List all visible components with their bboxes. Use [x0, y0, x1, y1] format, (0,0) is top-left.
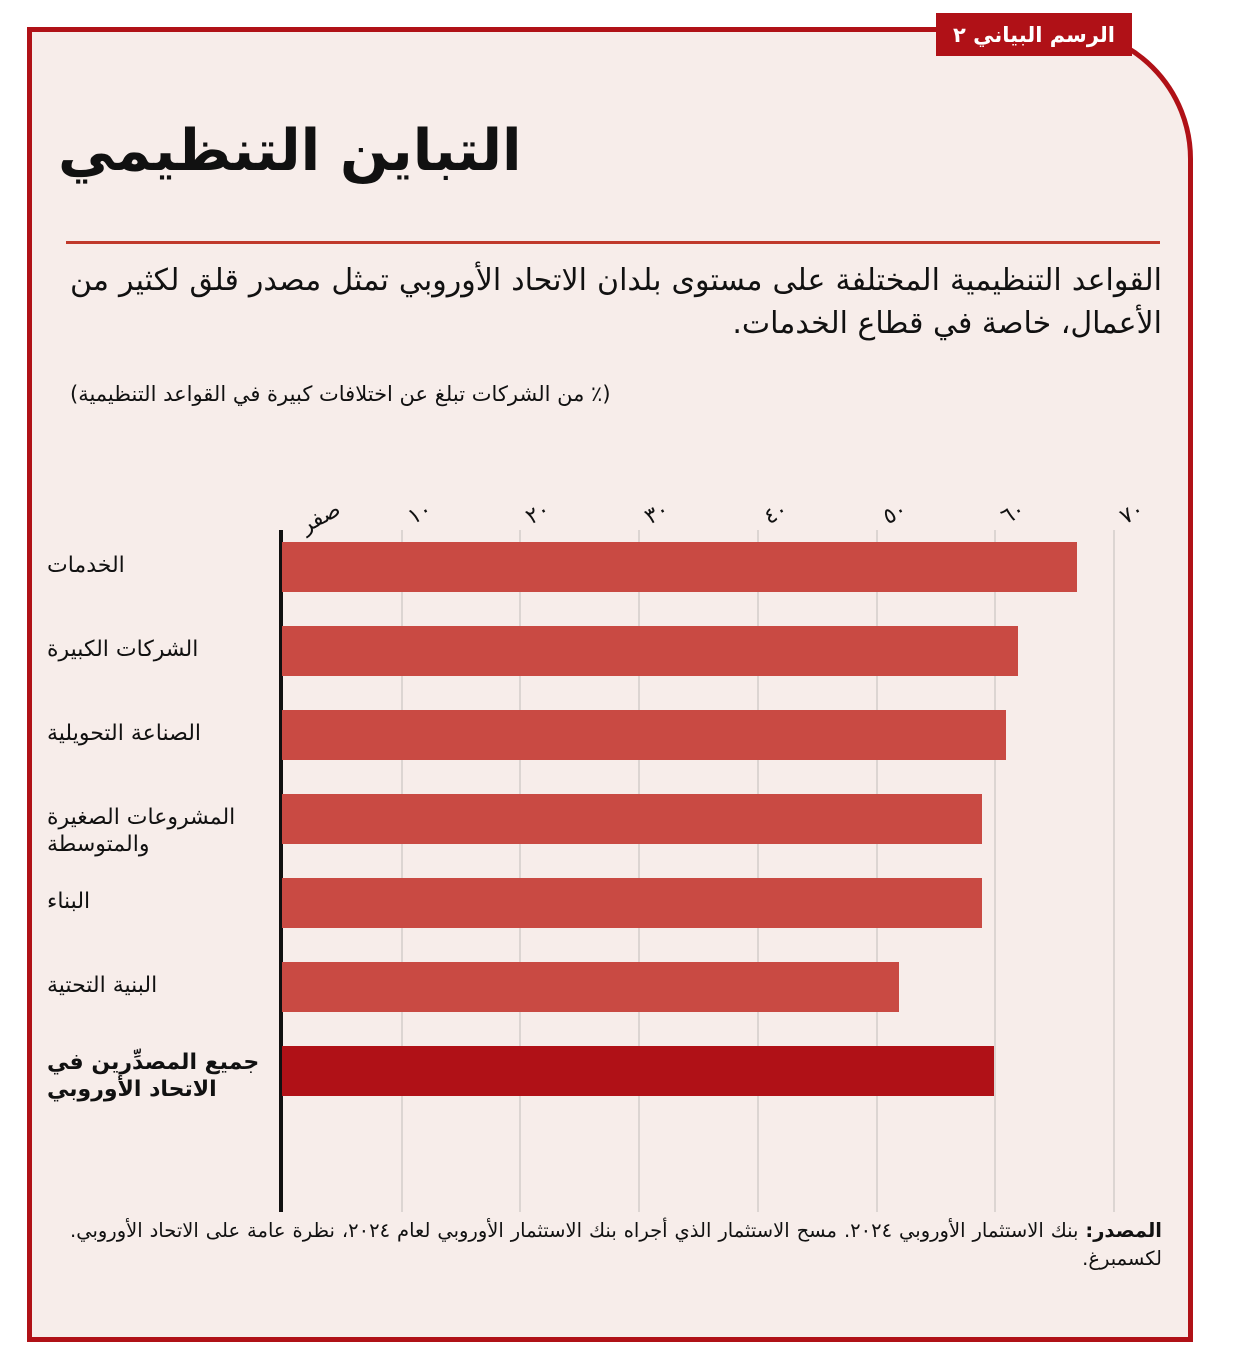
category-label: البنية التحتية: [47, 973, 158, 998]
x-axis-tick-label: ٤٠: [759, 496, 793, 531]
figure-card: [27, 27, 1193, 1342]
x-axis-tick-label: ٧٠: [1115, 496, 1149, 531]
bar: [282, 962, 899, 1012]
category-label: المشروعات الصغيرة والمتوسطة: [47, 805, 236, 857]
bar-chart: [32, 472, 1198, 1232]
page-title: التباين التنظيمي: [58, 118, 522, 184]
bar: [282, 626, 1018, 676]
category-label: الشركات الكبيرة: [47, 637, 199, 662]
gridline-70: [1113, 530, 1115, 1212]
plot-area: [282, 530, 1113, 1212]
bar: [282, 794, 982, 844]
x-axis-tick-label: ٦٠: [997, 496, 1030, 531]
x-axis-tick-label: ٣٠: [640, 496, 674, 531]
category-label: جميع المصدِّرين في الاتحاد الأوروبي: [47, 1050, 260, 1102]
category-label: البناء: [47, 889, 91, 914]
x-axis-tick-label: صفر: [296, 496, 345, 539]
source-text: بنك الاستثمار الأوروبي ٢٠٢٤. مسح الاستثمار الذي أجراه بنك الاستثمار الأوروبي لعام ٢٠٢٤، نظرة عامة على الاتحاد الأوروبي. لكسمبرغ.: [70, 1219, 1162, 1271]
x-axis-tick-label: ١٠: [403, 496, 437, 531]
bar: [282, 542, 1077, 592]
figure-units-note: (٪ من الشركات تبلغ عن اختلافات كبيرة في القواعد التنظيمية): [70, 382, 611, 406]
title-block: [58, 120, 1148, 184]
bar: [282, 878, 982, 928]
x-axis-tick-label: ٢٠: [522, 496, 555, 531]
title-divider: [66, 241, 1160, 244]
bar: [282, 1046, 994, 1096]
source-note: [70, 1217, 1162, 1274]
category-label: الصناعة التحويلية: [47, 721, 202, 746]
bar: [282, 710, 1006, 760]
source-label: المصدر:: [1085, 1219, 1162, 1242]
figure-number-badge: الرسم البياني ٢: [936, 13, 1132, 56]
figure-subtitle: القواعد التنظيمية المختلفة على مستوى بلدان الاتحاد الأوروبي تمثل مصدر قلق لكثير من الأعمال، خاصة في قطاع الخدمات.: [70, 263, 1162, 341]
x-axis-tick-label: ٥٠: [878, 496, 912, 531]
category-label: الخدمات: [47, 553, 125, 578]
